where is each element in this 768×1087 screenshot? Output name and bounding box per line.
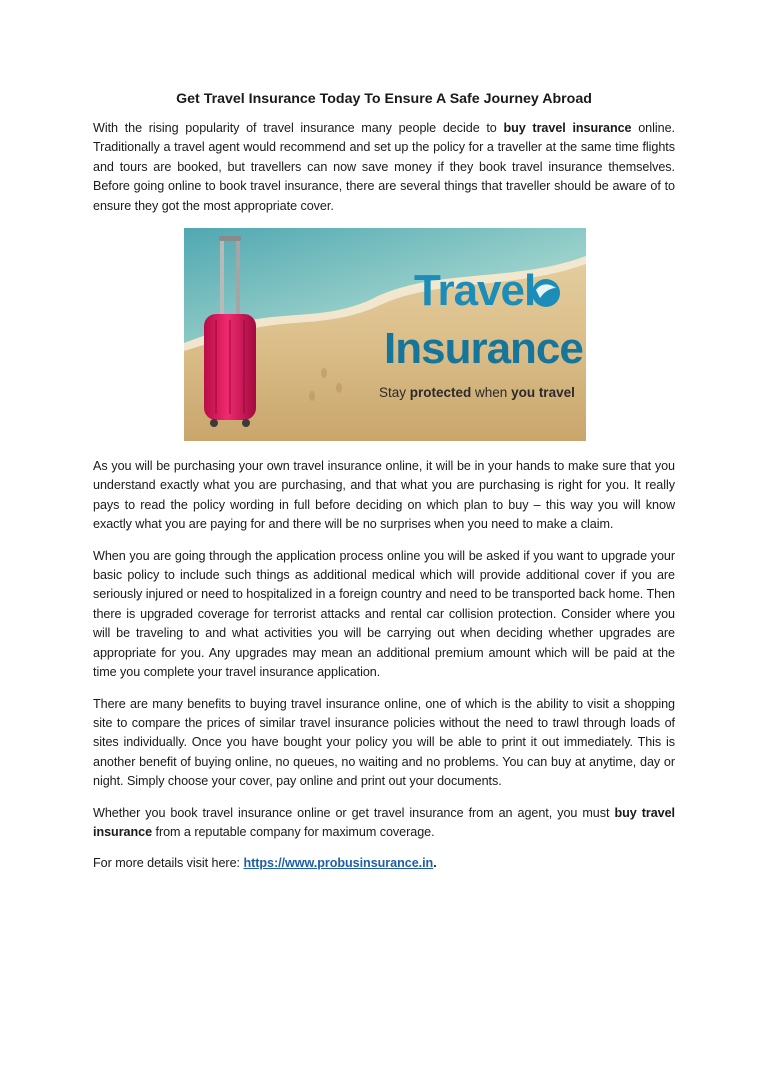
footprint bbox=[309, 391, 315, 401]
globe-icon bbox=[532, 279, 560, 307]
suitcase-wheel bbox=[210, 419, 218, 427]
more-details-label: For more details visit here: bbox=[93, 856, 244, 871]
paragraph-benefits: There are many benefits to buying travel insurance online, one of which is the ability to visit a shopping site to compare the prices of similar travel insurance policies without the need to trawl through loads of sites individually. Once you have bought your policy you will be able to print it out immediately. This is another benefit of buying online, no queues, no waiting and no problems. You can buy at anytime, day or night. Simply choose your cover, pay online and print out your documents. bbox=[93, 696, 675, 789]
paragraph-upgrades: When you are going through the application process online you will be asked if you want to upgrade your basic policy to include such things as additional medical which will provide additional cover if you are seriously injured or need to hospitalized in a foreign country and need to be transported back home. Then there is upgraded coverage for terrorist attacks and rental car collision protection. Consider where you will be traveling to and what activities you will be carrying out when deciding whether upgrades are appropriate for you. Any upgrades may mean an additional premium amount which will be paid at the time you complete your travel insurance application. bbox=[93, 548, 675, 680]
intro-text-end: online. Traditionally a travel agent would recommend and set up the policy for a traveller at the same time flights and tours are booked, but travellers can now save money if they book travel insurance themselves. Before going online to book travel insurance, there are several things that traveller should be aware of to ensure they got the most appropriate cover. bbox=[93, 121, 675, 213]
paragraph-reputable-company bbox=[93, 804, 675, 843]
tagline-part: when bbox=[471, 385, 512, 401]
document-page bbox=[93, 90, 675, 886]
reputable-text-end: from a reputable company for maximum coverage. bbox=[152, 824, 435, 839]
intro-keyword: buy travel insurance bbox=[503, 121, 632, 135]
suitcase-handle-left bbox=[220, 238, 224, 318]
paragraph-intro bbox=[93, 119, 675, 216]
tagline-part: Stay bbox=[379, 385, 410, 401]
banner-tagline bbox=[379, 385, 575, 400]
more-details-period: . bbox=[433, 856, 437, 871]
tagline-bold: protected bbox=[409, 385, 472, 401]
suitcase-handle-right bbox=[236, 238, 240, 318]
footprint bbox=[321, 368, 327, 378]
intro-text-start: With the rising popularity of travel insurance many people decide to bbox=[93, 121, 504, 135]
paragraph-understand-policy: As you will be purchasing your own travel insurance online, it will be in your hands to make sure that you understand exactly what you are purchasing, and that what you are purchasing is right for you. It really pays to read the policy wording in full before deciding on which plan to buy – this way you will know exactly what you are paying for and there will be no surprises when you need to make a claim. bbox=[93, 459, 675, 532]
tagline-bold: you travel bbox=[511, 385, 575, 401]
banner-brand-travel: Travel bbox=[414, 266, 536, 316]
suitcase-handle-grip bbox=[219, 236, 241, 241]
reputable-text-start: Whether you book travel insurance online or get travel insurance from an agent, you must bbox=[93, 805, 615, 820]
suitcase-wheel bbox=[242, 419, 250, 427]
footprint bbox=[336, 383, 342, 393]
paragraph-more-details bbox=[93, 854, 675, 873]
banner-brand-insurance: Insurance bbox=[384, 324, 583, 374]
travel-insurance-banner-image bbox=[184, 228, 586, 441]
document-title: Get Travel Insurance Today To Ensure A Safe Journey Abroad bbox=[176, 91, 592, 107]
reputable-keyword: buy travel insurance bbox=[93, 805, 675, 839]
probus-insurance-link[interactable]: https://www.probusinsurance.in bbox=[243, 856, 434, 871]
